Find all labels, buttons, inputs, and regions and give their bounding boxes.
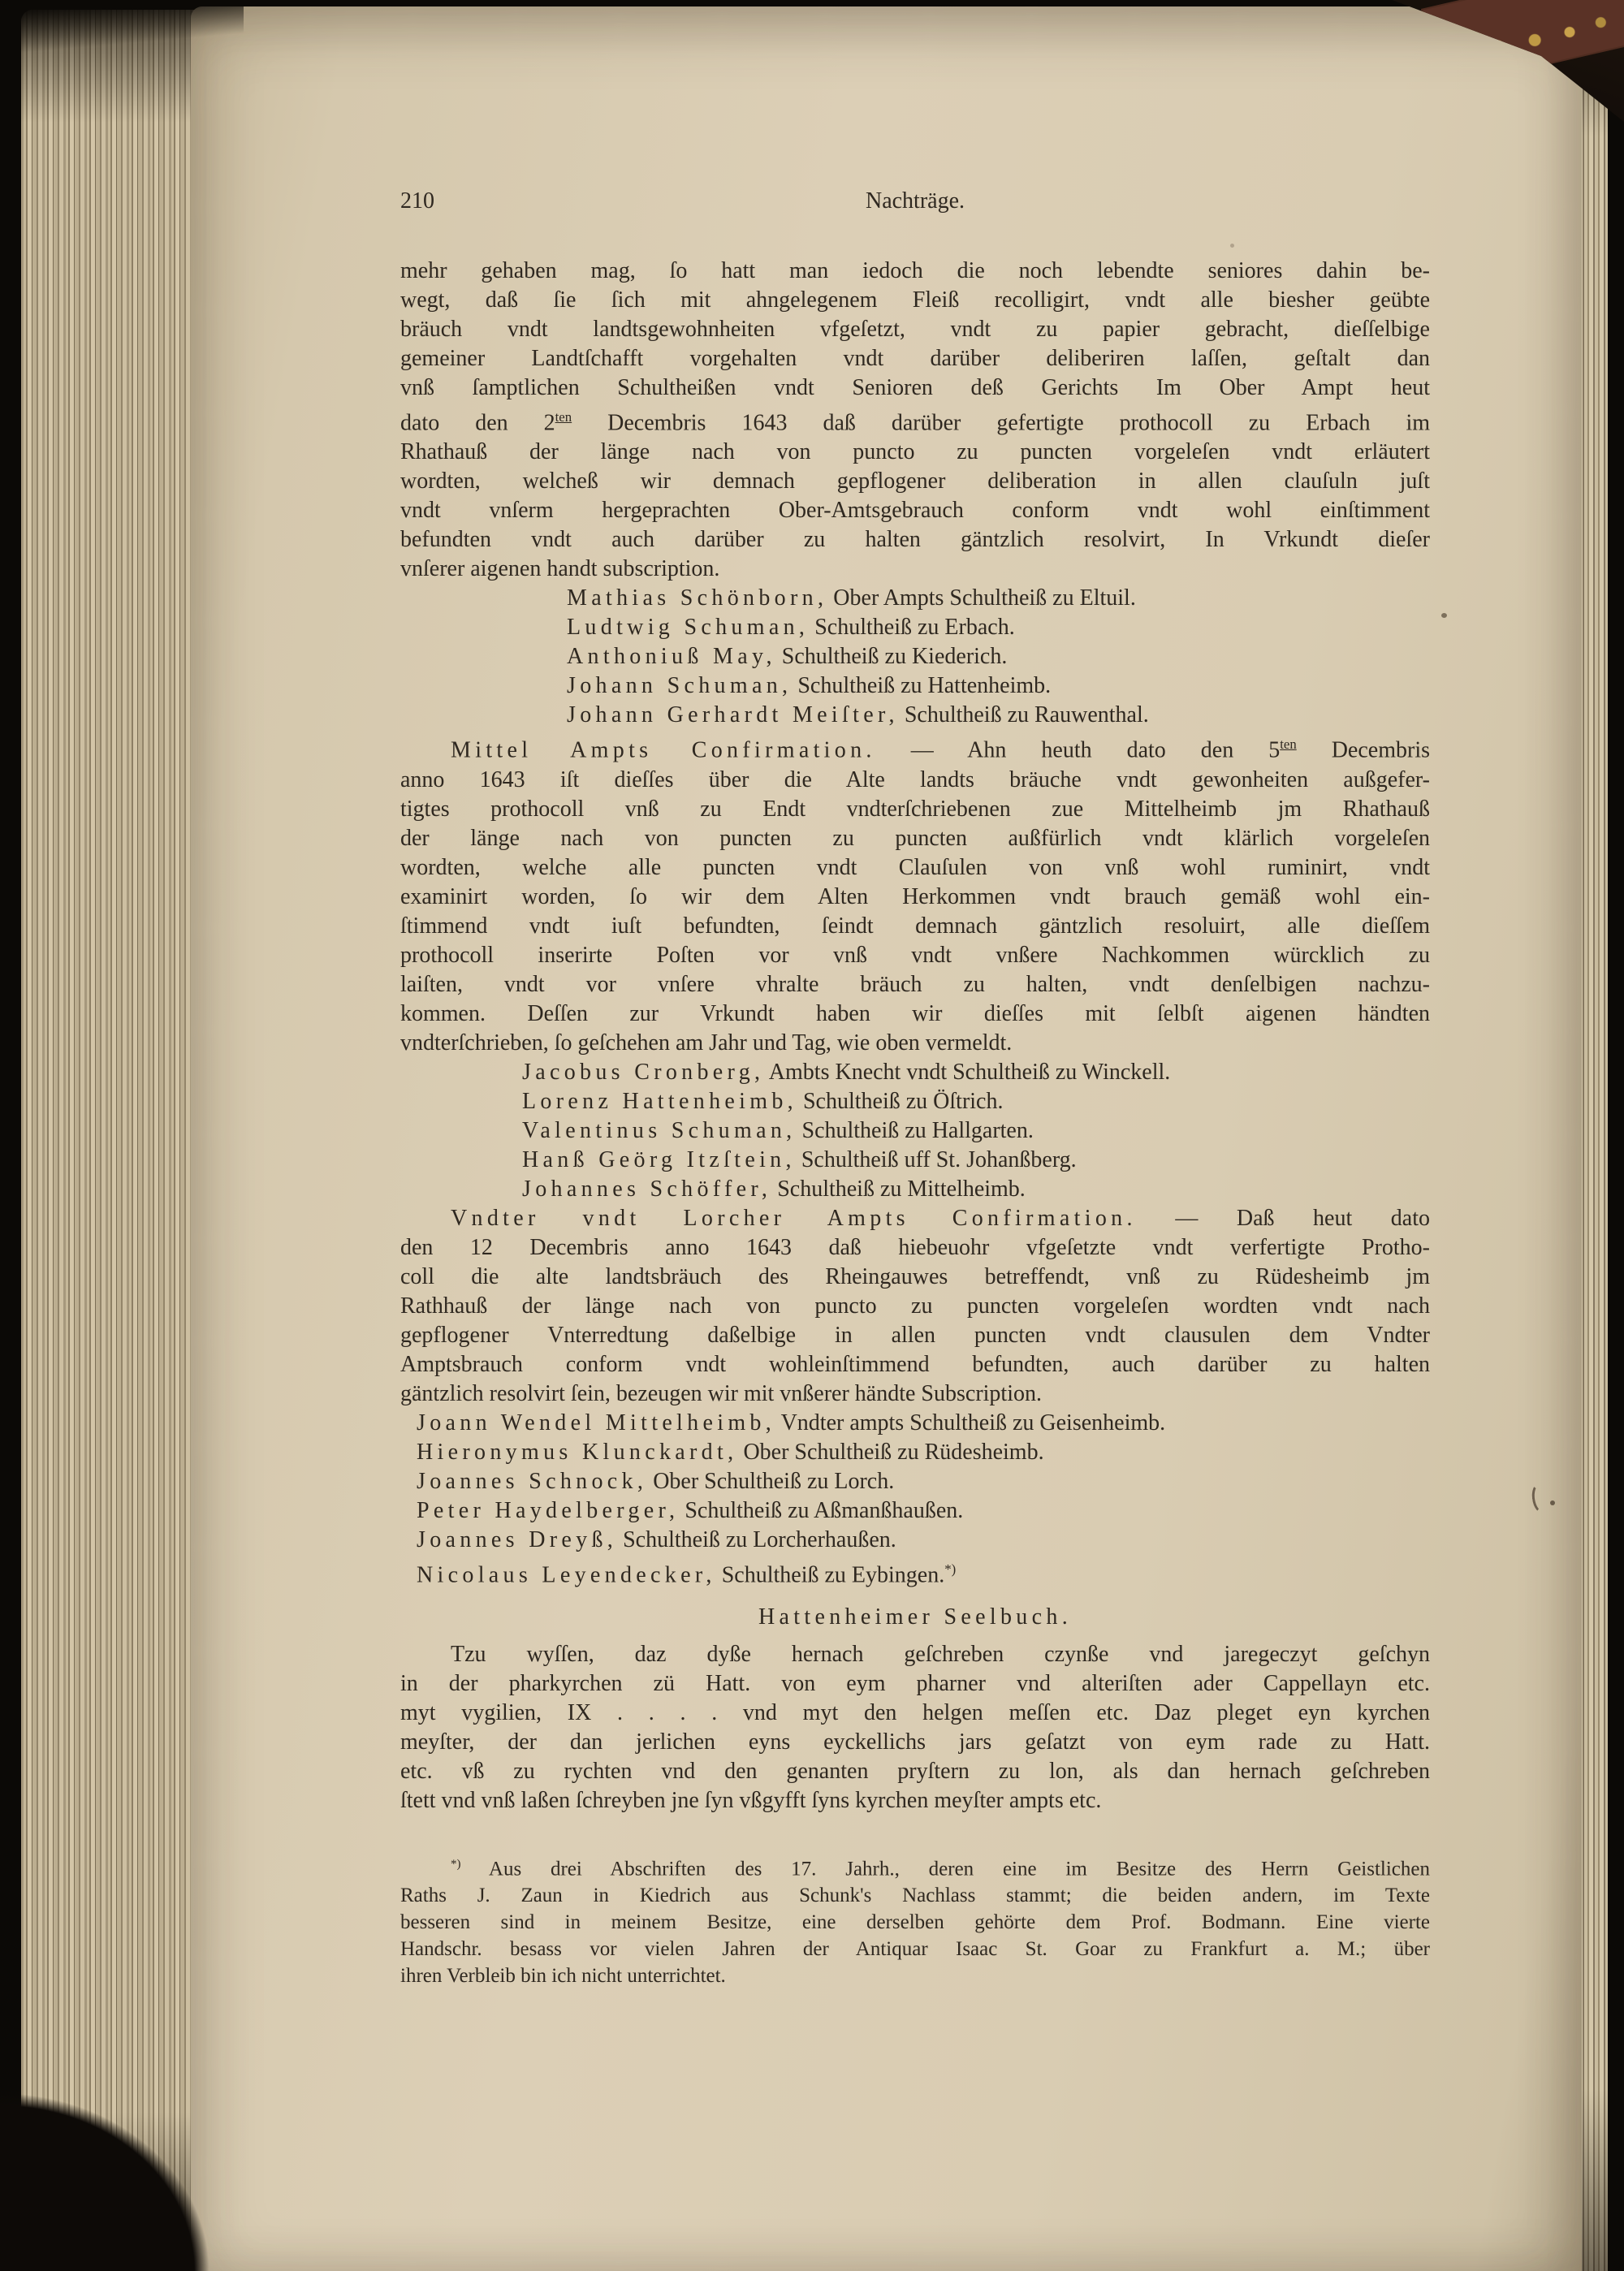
running-title: Nachträge.: [865, 188, 965, 214]
text-line: mehr gehaben mag, ſo hatt man iedoch die noch lebendte seniores dahin be-: [400, 258, 1430, 283]
text-line: dato den $2^{ten}$ Decembris 1643 daß darüber gefertigte prothocoll zu Erbach im: [400, 409, 1430, 436]
ink-mark: [1550, 1500, 1555, 1505]
text-line: ſtett vnd vnß laßen ſchreyben jne ſyn vßgyfft ſyns kyrchen meyſter ampts etc.: [400, 1787, 1102, 1813]
text-line: besseren sind in meinem Besitze, eine derselben gehörte dem Prof. Bodmann. Eine vierte: [400, 1911, 1430, 1934]
text-line: ſtimmend vndt iuſt befundten, ſeindt demnach gäntzlich resoluirt, alle dieſſem: [400, 913, 1430, 939]
text-line: Hanß Geörg Itzſtein, Schultheiß uff St. Johanßberg.: [522, 1146, 1077, 1172]
text-line: gäntzlich resolvirt ſein, bezeugen wir mit vnßerer händte Subscription.: [400, 1380, 1042, 1406]
text-line: vndterſchrieben, ſo geſchehen am Jahr und Tag, wie oben vermeldt.: [400, 1030, 1013, 1056]
text-line: gepflogener Vnterredtung daßelbige in allen puncten vndt clausulen dem Vndter: [400, 1322, 1430, 1348]
text-line: Peter Haydelberger, Schultheiß zu Aßmanßhaußen.: [417, 1497, 964, 1523]
text-line: Jacobus Cronberg, Ambts Knecht vndt Schultheiß zu Winckell.: [522, 1059, 1171, 1085]
shadow-top-left: [0, 0, 244, 57]
text-line: Vndter vndt Lorcher Ampts Confirmation. — Daß heut dato: [451, 1205, 1430, 1231]
text-line: Mittel Ampts Confirmation. — Ahn heuth dato den $5^{ten}$ Decembris: [451, 736, 1430, 763]
text-line: Raths J. Zaun in Kiedrich aus Schunk's Nachlass stammt; die beiden andern, im Texte: [400, 1885, 1430, 1907]
text-column: [400, 187, 1430, 1989]
page-stack-left-edge: [21, 10, 195, 2271]
shadow-bottom-left: [0, 1995, 325, 2271]
text-line: Johann Schuman, Schultheiß zu Hattenheimb.: [567, 673, 1052, 699]
text-line: Nicolaus Leyendecker, Schultheiß zu Eybingen.*): [417, 1561, 957, 1587]
text-line: ihren Verbleib bin ich nicht unterrichtet.: [400, 1965, 726, 1988]
text-line: laiſten, vndt vor vnſere vhralte bräuch zu halten, vndt denſelbigen nachzu-: [400, 971, 1430, 997]
ink-mark: [1530, 1482, 1552, 1515]
text-line: tigtes prothocoll vnß zu Endt vndterſchriebenen zue Mittelheimb jm Rhathauß: [400, 796, 1430, 822]
text-line: meyſter, der dan jerlichen eyns eyckellichs jars geſatzt von eym rade zu Hatt.: [400, 1729, 1430, 1755]
text-line: wordten, welche alle puncten vndt Clauſulen von vnß wohl ruminirt, vndt: [400, 854, 1430, 880]
text-line: vndt vnſerm hergeprachten Ober-Amtsgebrauch conform vndt wohl einſtimment: [400, 498, 1430, 524]
page-header: [400, 187, 1430, 216]
text-line: Valentinus Schuman, Schultheiß zu Hallgarten.: [522, 1117, 1034, 1143]
text-line: gemeiner Landtſchafft vorgehalten vndt darüber deliberiren laſſen, geſtalt dan: [400, 346, 1430, 371]
text-line: Joannes Schnock, Ober Schultheiß zu Lorch.: [417, 1468, 895, 1494]
text-line: wegt, daß ſie ſich mit ahngelegenem Fleiß recolligirt, vndt alle biesher geübte: [400, 287, 1430, 313]
text-line: Johann Gerhardt Meiſter, Schultheiß zu Rauwenthal.: [567, 702, 1149, 728]
text-line: befundten vndt auch darüber zu halten gäntzlich resolvirt, In Vrkundt dieſer: [400, 527, 1430, 553]
text-line: vnß ſamptlichen Schultheißen vndt Senioren deß Gerichts Im Ober Ampt heut: [400, 375, 1430, 400]
text-line: Joannes Dreyß, Schultheiß zu Lorcherhaußen.: [417, 1526, 896, 1552]
paragraph-mittel-ampt-confirmation: [400, 730, 1430, 1057]
footnote: [400, 1851, 1430, 1989]
text-line: wordten, welcheß wir demnach gepflogener deliberation in allen clauſuln juſt: [400, 468, 1430, 494]
text-line: *) Aus drei Abschriften des 17. Jahrh., deren eine im Besitze des Herrn Geistlichen: [451, 1857, 1430, 1880]
text-line: der länge nach von puncten zu puncten außfürlich vndt klärlich vorgeleſen: [400, 825, 1430, 851]
text-line: Mathias Schönborn, Ober Ampts Schultheiß zu Eltuil.: [567, 585, 1136, 611]
text-line: Rathhauß der länge nach von puncto zu puncten vorgeleſen wordten vndt nach: [400, 1293, 1430, 1319]
paragraph-seelbuch: [400, 1640, 1430, 1816]
text-line: bräuch vndt landtsgewohnheiten vfgeſetzt, vndt zu papier gebracht, dieſſelbige: [400, 317, 1430, 342]
section-heading-hattenheimer-seelbuch: [400, 1603, 1430, 1632]
signatures-ober-ampt: [400, 584, 1430, 730]
text-line: Ludtwig Schuman, Schultheiß zu Erbach.: [567, 615, 1015, 641]
text-line: examinirt worden, ſo wir dem Alten Herkommen vndt brauch gemäß wohl ein-: [400, 883, 1430, 909]
text-line: Johannes Schöffer, Schultheiß zu Mittelheimb.: [522, 1176, 1026, 1202]
signatures-mittel-ampt: [400, 1058, 1430, 1204]
text-line: Joann Wendel Mittelheimb, Vndter ampts Schultheiß zu Geisenheimb.: [417, 1410, 1166, 1436]
text-line: coll die alte landtsbräuch des Rheingauwes betreffendt, vnß zu Rüdesheimb jm: [400, 1263, 1430, 1289]
text-line: prothocoll inserirte Poſten vor vnß vndt vnßere Nachkommen würcklich zu: [400, 942, 1430, 968]
text-line: Anthoniuß May, Schultheiß zu Kiederich.: [567, 644, 1008, 670]
text-line: Hattenheimer Seelbuch.: [758, 1604, 1073, 1630]
signatures-vndter-lorcher-ampt: [400, 1409, 1430, 1590]
book-page: [191, 6, 1582, 2271]
text-line: Handschr. besass vor vielen Jahren der Antiquar Isaac St. Goar zu Frankfurt a. M.; über: [400, 1938, 1430, 1961]
text-line: kommen. Deſſen zur Vrkundt haben wir dieſſes mit ſelbſt aigenen händten: [400, 1000, 1430, 1026]
ink-speck: [1441, 613, 1447, 618]
text-line: in der pharkyrchen zü Hatt. von eym pharner vnd alteriſten ader Cappellayn etc.: [400, 1670, 1430, 1696]
paragraph-vndter-lorcher-confirmation: [400, 1204, 1430, 1409]
page-number: 210: [400, 188, 434, 214]
text-line: Rhathauß der länge nach von puncto zu puncten vorgeleſen vndt erläutert: [400, 439, 1430, 465]
text-line: anno 1643 iſt dieſſes über die Alte landts bräuche vndt gewonheiten außgefer-: [400, 766, 1430, 792]
text-line: Amptsbrauch conform vndt wohleinſtimmend befundten, auch darüber zu halten: [400, 1351, 1430, 1377]
text-line: den 12 Decembris anno 1643 daß hiebeuohr vfgeſetzte vndt verfertigte Protho-: [400, 1234, 1430, 1260]
text-line: Hieronymus Klunckardt, Ober Schultheiß zu Rüdesheimb.: [417, 1439, 1044, 1465]
text-line: etc. vß zu rychten vnd den genanten pryſtern zu lon, als dan hernach geſchreben: [400, 1758, 1430, 1784]
text-line: vnſerer aigenen handt subscription.: [400, 556, 720, 582]
text-line: myt vygilien, IX . . . . vnd myt den helgen meſſen etc. Daz pleget eyn kyrchen: [400, 1699, 1430, 1725]
paragraph-ober-ampt-continuation: [400, 257, 1430, 584]
text-line: Tzu wyſſen, daz dyße hernach geſchreben czynße vnd jaregeczyt geſchyn: [451, 1641, 1430, 1667]
ink-speck: [1230, 244, 1234, 248]
text-line: Lorenz Hattenheimb, Schultheiß zu Öſtrich.: [522, 1088, 1004, 1114]
